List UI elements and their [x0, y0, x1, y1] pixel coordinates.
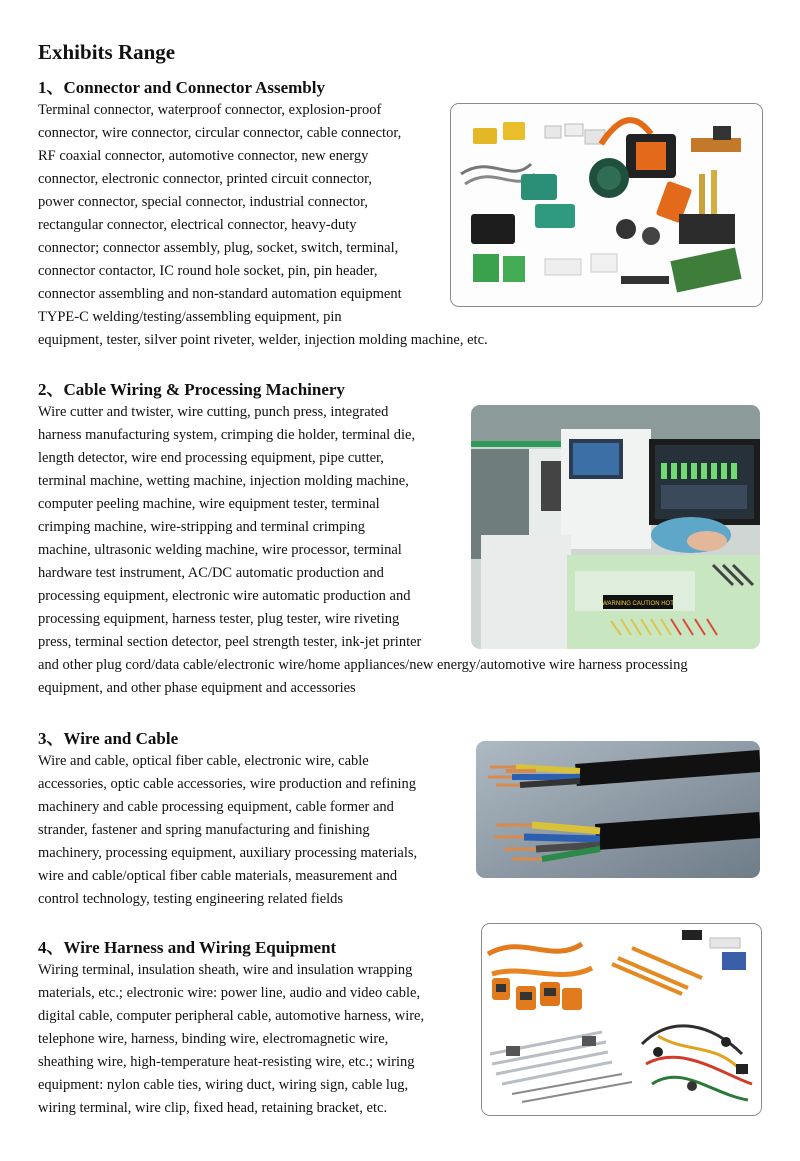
body-line: wiring terminal, wire clip, fixed head, retaining bracket, etc.: [38, 1100, 388, 1116]
body-line: connector, wire connector, circular connector, cable connector,: [38, 125, 402, 141]
body-line: RF coaxial connector, automotive connector, new energy: [38, 148, 369, 164]
body-line: wire and cable/optical fiber cable materials, measurement and: [38, 868, 398, 884]
body-line: crimping machine, wire-stripping and terminal crimping: [38, 519, 365, 535]
section-body-connectors: [38, 99, 488, 352]
body-line: computer peeling machine, wire equipment tester, terminal: [38, 496, 380, 512]
body-line: power connector, special connector, industrial connector,: [38, 194, 369, 210]
wire-harness-photo: [481, 923, 762, 1116]
body-line: harness manufacturing system, crimping die holder, terminal die,: [38, 427, 416, 443]
body-line: rectangular connector, electrical connector, heavy-duty: [38, 217, 357, 233]
body-line: sheathing wire, high-temperature heat-resisting wire, etc.; wiring: [38, 1054, 415, 1070]
body-line: accessories, optic cable accessories, wire production and refining: [38, 776, 417, 792]
cables-photo: [476, 741, 760, 878]
body-line: equipment, tester, silver point riveter, welder, injection molding machine, etc.: [38, 332, 488, 348]
body-line: processing equipment, electronic wire automatic production and: [38, 588, 411, 604]
body-line: telephone wire, harness, binding wire, electromagnetic wire,: [38, 1031, 389, 1047]
section-heading-wire-harness: 4、Wire Harness and Wiring Equipment: [38, 938, 337, 957]
body-line: materials, etc.; electronic wire: power line, audio and video cable,: [38, 985, 421, 1001]
body-line: connector, electronic connector, printed circuit connector,: [38, 171, 373, 187]
body-line: machinery and cable processing equipment, cable former and: [38, 799, 394, 815]
section-heading-wire-cable: 3、Wire and Cable: [38, 729, 179, 748]
body-line: machinery, processing equipment, auxiliary processing materials,: [38, 845, 418, 861]
machine-warning-label: WARNING CAUTION HOT: [602, 601, 674, 607]
section-heading-cable-machinery: 2、Cable Wiring & Processing Machinery: [38, 380, 345, 399]
body-line: machine, ultrasonic welding machine, wire processor, terminal: [38, 542, 402, 558]
body-line: processing equipment, harness tester, plug tester, wire riveting: [38, 611, 400, 627]
body-line: and other plug cord/data cable/electronic wire/home appliances/new energy/automotive wire harness processing: [38, 657, 688, 673]
body-line: Wiring terminal, insulation sheath, wire and insulation wrapping: [38, 962, 413, 978]
section-body-wire-harness: [38, 959, 424, 1120]
body-line: length detector, wire end processing equipment, pipe cutter,: [38, 450, 384, 466]
body-line: control technology, testing engineering related fields: [38, 891, 344, 907]
body-line: digital cable, computer peripheral cable, automotive harness, wire,: [38, 1008, 425, 1024]
body-line: equipment: nylon cable ties, wiring duct, wiring sign, cable lug,: [38, 1077, 409, 1093]
body-line: Terminal connector, waterproof connector, explosion-proof: [38, 102, 382, 118]
body-line: strander, fastener and spring manufacturing and finishing: [38, 822, 370, 838]
body-line: terminal machine, wetting machine, injection molding machine,: [38, 473, 409, 489]
body-line: Wire cutter and twister, wire cutting, punch press, integrated: [38, 404, 389, 420]
body-line: connector assembling and non-standard automation equipment: [38, 286, 402, 302]
body-line: equipment, and other phase equipment and accessories: [38, 680, 356, 696]
processing-machine-photo: [471, 405, 760, 649]
body-line: connector contactor, IC round hole socket, pin, pin header,: [38, 263, 378, 279]
body-line: TYPE-C welding/testing/assembling equipment, pin: [38, 309, 342, 325]
section-body-wire-cable: [38, 750, 417, 911]
body-line: press, terminal section detector, peel strength tester, ink-jet printer: [38, 634, 422, 650]
body-line: Wire and cable, optical fiber cable, electronic wire, cable: [38, 753, 369, 769]
body-line: connector; connector assembly, plug, socket, switch, terminal,: [38, 240, 399, 256]
page-title: Exhibits Range: [38, 40, 176, 64]
body-line: hardware test instrument, AC/DC automatic production and: [38, 565, 384, 581]
section-heading-connectors: 1、Connector and Connector Assembly: [38, 78, 325, 97]
connector-products-photo: [450, 103, 763, 307]
